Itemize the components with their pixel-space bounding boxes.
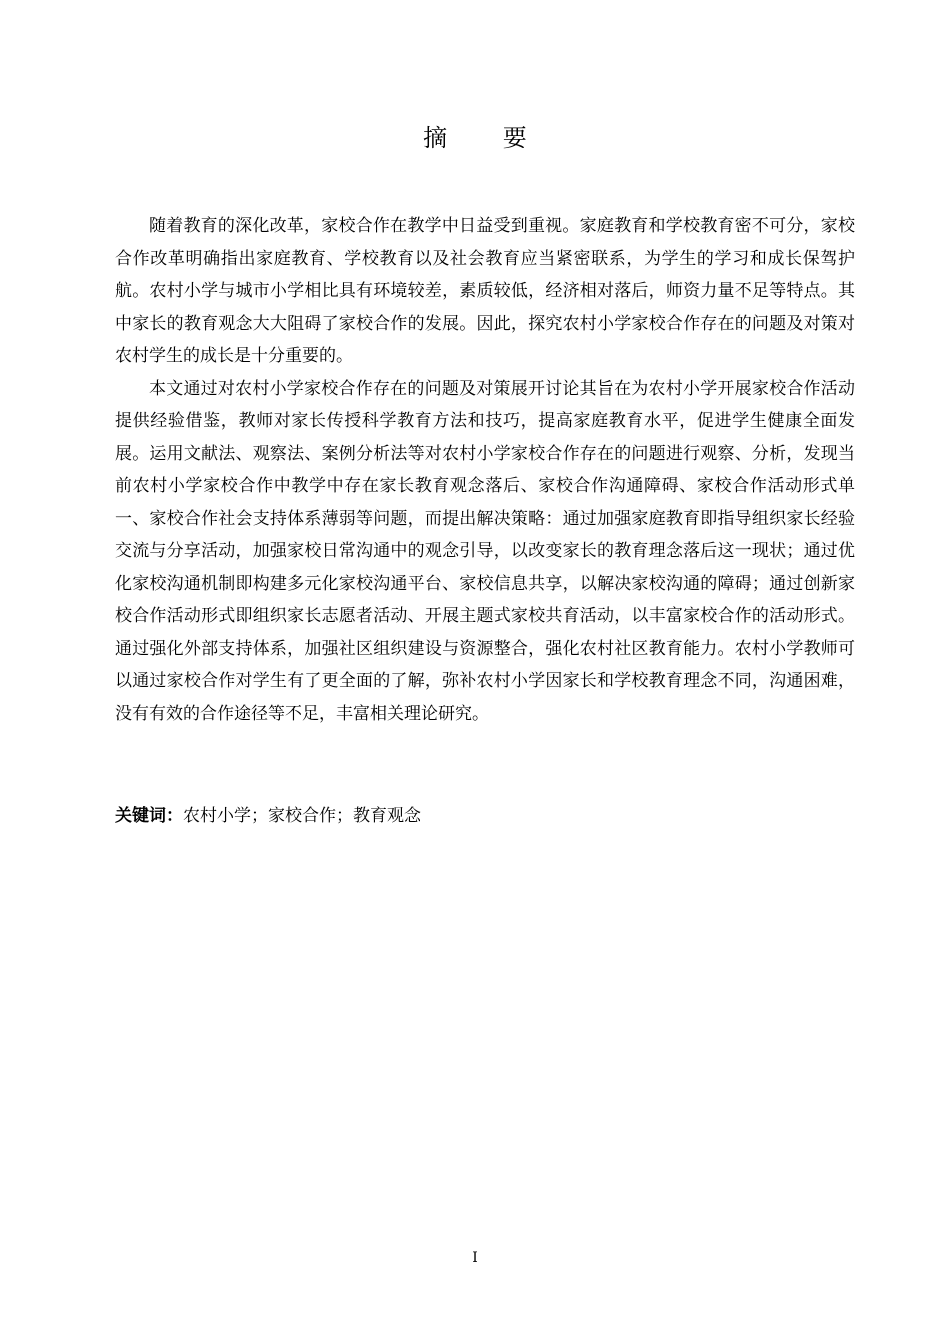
abstract-body bbox=[115, 210, 855, 730]
abstract-paragraph-2: 本文通过对农村小学家校合作存在的问题及对策展开讨论其旨在为农村小学开展家校合作活动提供经验借鉴，教师对家长传授科学教育方法和技巧，提高家庭教育水平，促进学生健康全面发展。运用文献法、观察法、案例分析法等对农村小学家校合作存在的问题进行观察、分析，发现当前农村小学家校合作中教学中存在家长教育观念落后、家校合作沟通障碍、家校合作活动形式单一、家校合作社会支持体系薄弱等问题，而提出解决策略：通过加强家庭教育即指导组织家长经验交流与分享活动，加强家校日常沟通中的观念引导，以改变家长的教育理念落后这一现状；通过优化家校沟通机制即构建多元化家校沟通平台、家校信息共享，以解决家校沟通的障碍；通过创新家校合作活动形式即组织家长志愿者活动、开展主题式家校共育活动，以丰富家校合作的活动形式。通过强化外部支持体系，加强社区组织建设与资源整合，强化农村社区教育能力。农村小学教师可以通过家校合作对学生有了更全面的了解，弥补农村小学因家长和学校教育理念不同，沟通困难，没有有效的合作途径等不足，丰富相关理论研究。 bbox=[115, 378, 855, 724]
page-number: I bbox=[472, 1250, 478, 1266]
keywords-label: 关键词： bbox=[115, 806, 183, 826]
abstract-paragraph-1: 随着教育的深化改革，家校合作在教学中日益受到重视。家庭教育和学校教育密不可分，家校合作改革明确指出家庭教育、学校教育以及社会教育应当紧密联系，为学生的学习和成长保驾护航。农村小学与城市小学相比具有环境较差，素质较低，经济相对落后，师资力量不足等特点。其中家长的教育观念大大阻碍了家校合作的发展。因此，探究农村小学家校合作存在的问题及对策对农村学生的成长是十分重要的。 bbox=[115, 216, 855, 366]
keywords-value: 农村小学；家校合作；教育观念 bbox=[183, 806, 421, 826]
page-title: 摘 要 bbox=[423, 124, 551, 152]
keywords-line bbox=[115, 802, 855, 830]
